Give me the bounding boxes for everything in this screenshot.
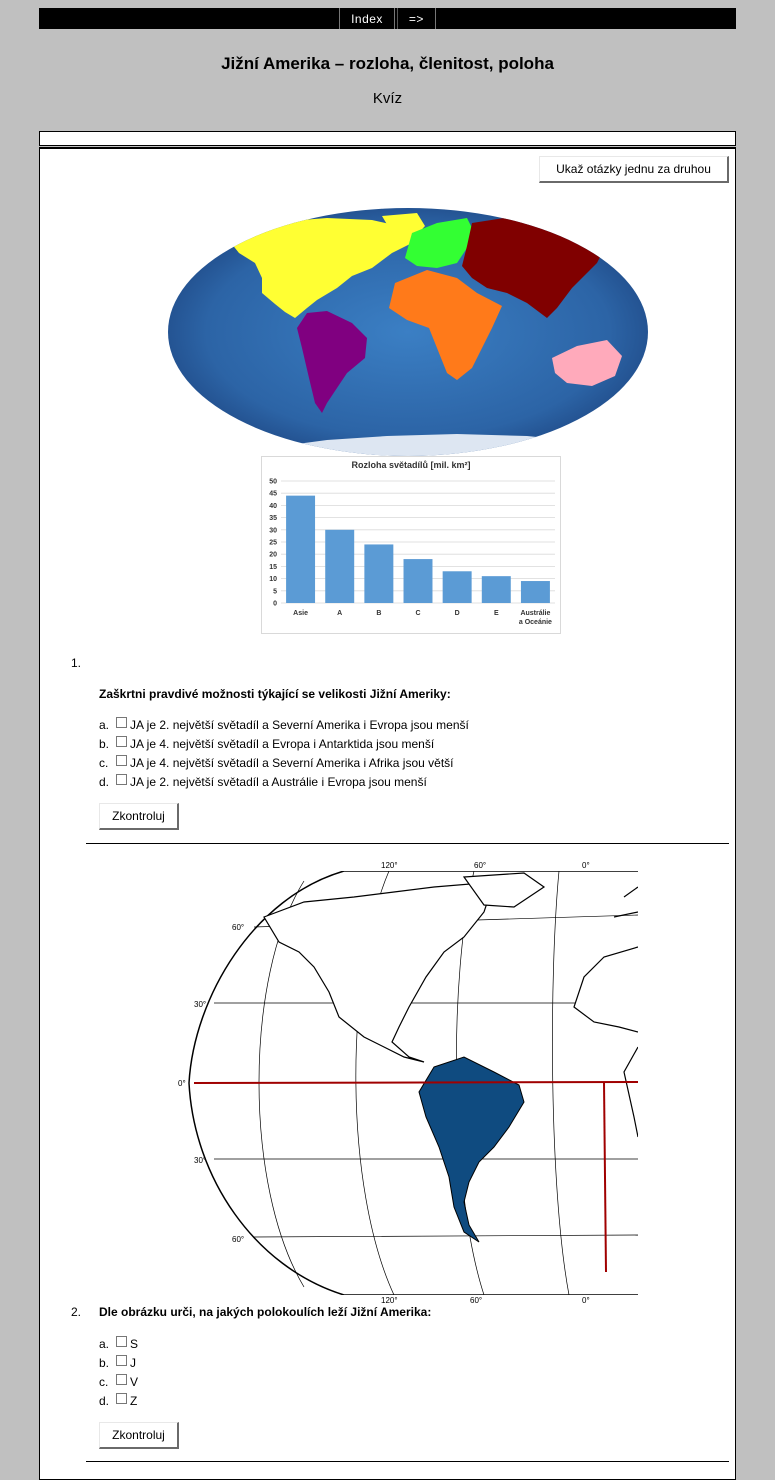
x-tick-label: E [493, 610, 499, 617]
x-tick-label: a Oceánie [518, 619, 552, 626]
lat-label-60n: 60° [232, 923, 245, 932]
quiz-content [39, 147, 736, 1480]
option-text: J [130, 1356, 136, 1370]
option-d-checkbox[interactable] [116, 774, 127, 785]
page-subtitle: Kvíz [372, 90, 403, 107]
lat-label-30n: 30° [194, 1000, 207, 1009]
bottom-label-120: 120° [381, 1296, 398, 1305]
y-tick-label: 40 [269, 502, 277, 510]
bar-7 [521, 581, 550, 603]
lat-label-30s: 30° [194, 1156, 207, 1165]
option-letter: d. [99, 775, 110, 789]
y-tick-label: 50 [269, 478, 277, 486]
question-1-option-b [99, 735, 434, 753]
question-2-option-b [99, 1354, 136, 1372]
option-letter: a. [99, 718, 110, 732]
world-continents-map [167, 208, 649, 456]
option-letter: c. [99, 756, 109, 770]
y-tick-label: 10 [269, 576, 277, 584]
option-text: JA je 4. největší světadíl a Severní Amerika i Afrika jsou větší [130, 756, 454, 770]
bar-1 [286, 496, 315, 603]
bottom-label-0: 0° [582, 1296, 590, 1305]
x-tick-label: B [376, 610, 382, 617]
option-letter: a. [99, 1337, 110, 1351]
chart-title: Rozloha světadílů [mil. km²] [351, 460, 471, 470]
bar-3 [364, 544, 393, 603]
option-a-checkbox[interactable] [116, 1336, 127, 1347]
bar-5 [443, 571, 472, 603]
option-text: S [130, 1337, 139, 1351]
x-tick-label: C [415, 610, 421, 617]
option-b-checkbox[interactable] [116, 1355, 127, 1366]
x-tick-label: A [337, 610, 343, 617]
y-tick-label: 0 [273, 600, 277, 608]
x-tick-label: Austrálie [520, 610, 551, 617]
equator-line [194, 1082, 638, 1083]
y-tick-label: 25 [269, 539, 277, 547]
divider [86, 843, 729, 844]
option-letter: b. [99, 737, 110, 751]
option-text: JA je 4. největší světadíl a Evropa i Antarktida jsou menší [130, 737, 435, 751]
y-tick-label: 20 [269, 551, 277, 559]
bar-6 [482, 576, 511, 603]
top-label-60: 60° [474, 861, 487, 870]
option-text: Z [130, 1394, 138, 1408]
y-tick-label: 30 [269, 527, 277, 535]
option-text: V [130, 1375, 139, 1389]
question-2-option-a [99, 1335, 138, 1353]
option-letter: d. [99, 1394, 110, 1408]
lat-label-60s: 60° [232, 1235, 245, 1244]
next-link[interactable]: => [397, 8, 436, 29]
y-tick-label: 45 [269, 490, 277, 498]
option-a-checkbox[interactable] [116, 717, 127, 728]
top-label-0: 0° [582, 861, 590, 870]
option-d-checkbox[interactable] [116, 1393, 127, 1404]
south-america-grid-map [164, 857, 638, 1305]
bar-4 [404, 559, 433, 603]
option-letter: b. [99, 1356, 110, 1370]
question-2-option-c [99, 1373, 138, 1391]
option-text: JA je 2. největší světadíl a Austrálie i Evropa jsou menší [130, 775, 427, 789]
x-tick-label: Asie [293, 610, 308, 617]
lat-label-0: 0° [178, 1079, 186, 1088]
y-tick-label: 15 [269, 563, 277, 571]
question-1-option-c [99, 754, 453, 772]
question-2-text: Dle obrázku urči, na jakých polokoulích leží Jižní Amerika: [99, 1305, 432, 1319]
y-tick-label: 35 [269, 515, 277, 523]
x-tick-label: D [454, 610, 460, 617]
option-text: JA je 2. největší světadíl a Severní Amerika i Evropa jsou menší [130, 718, 469, 732]
show-questions-one-by-one-button[interactable]: Ukaž otázky jednu za druhou [539, 156, 729, 183]
bottom-label-60: 60° [470, 1296, 483, 1305]
question-1-number: 1. [71, 656, 82, 670]
question-1-option-d [99, 773, 427, 791]
question-2-option-d [99, 1392, 137, 1410]
y-tick-label: 5 [273, 588, 277, 596]
continent-area-bar-chart [261, 456, 561, 634]
option-c-checkbox[interactable] [116, 755, 127, 766]
index-link[interactable]: Index [339, 8, 395, 29]
option-b-checkbox[interactable] [116, 736, 127, 747]
option-letter: c. [99, 1375, 109, 1389]
option-c-checkbox[interactable] [116, 1374, 127, 1385]
question-2-check-button[interactable]: Zkontroluj [99, 1422, 179, 1449]
question-1-option-a [99, 716, 469, 734]
top-nav-bar [39, 8, 736, 29]
empty-panel [39, 131, 736, 146]
question-1-check-button[interactable]: Zkontroluj [99, 803, 179, 830]
question-1-text: Zaškrtni pravdivé možnosti týkající se velikosti Jižní Ameriky: [99, 687, 451, 701]
page-title: Jižní Amerika – rozloha, členitost, poloha [221, 54, 554, 73]
top-label-120: 120° [381, 861, 398, 870]
bar-2 [325, 530, 354, 603]
question-2-number: 2. [71, 1305, 82, 1319]
